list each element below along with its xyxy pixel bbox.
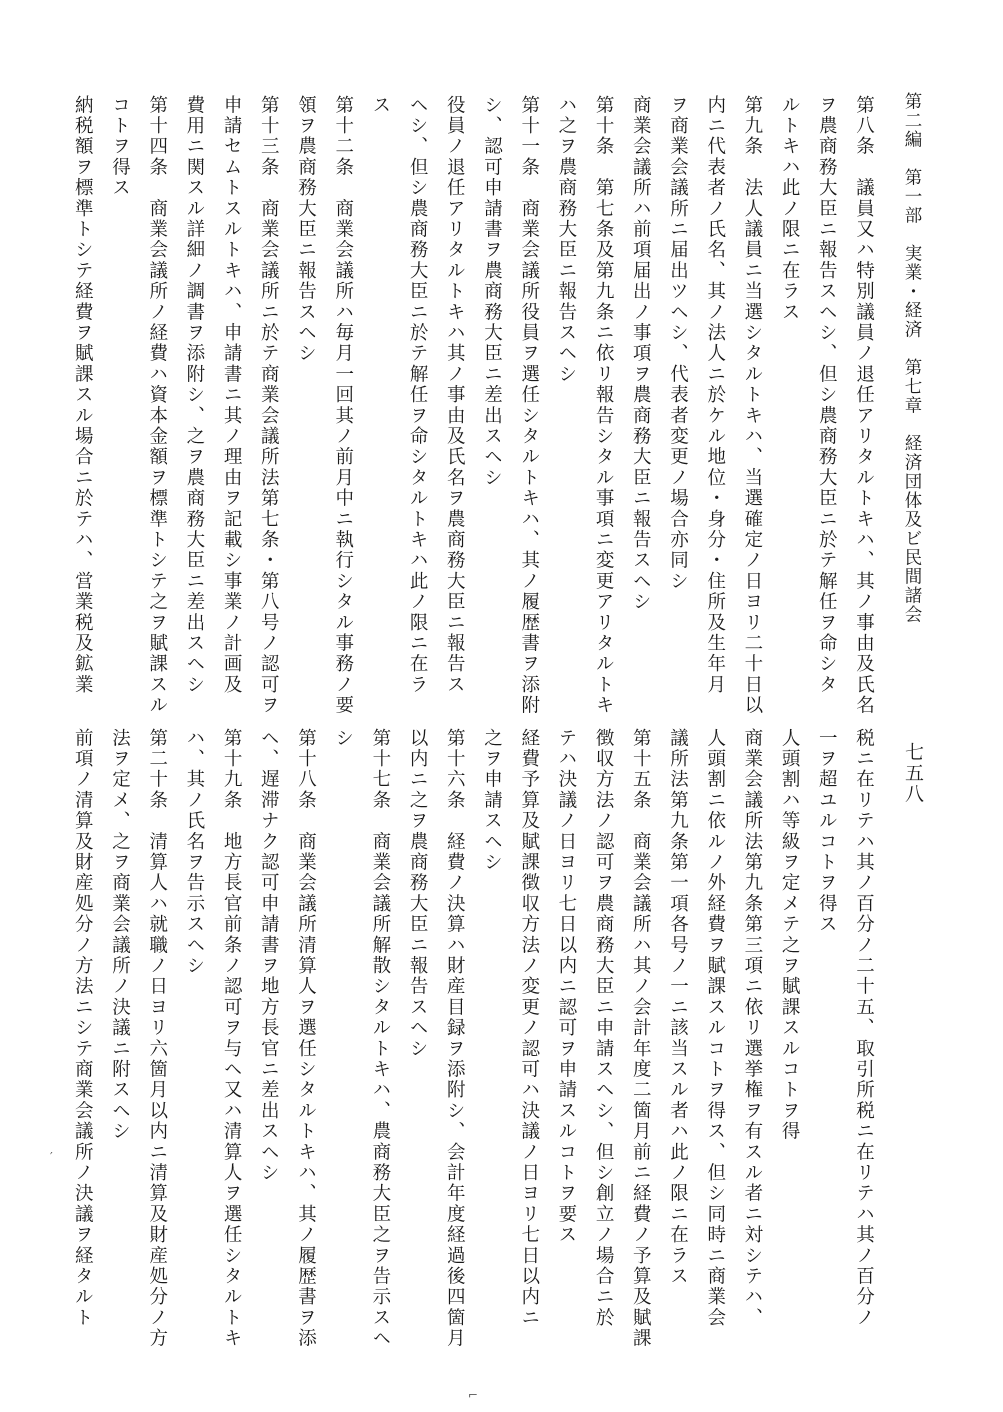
text-column: シ — [332, 728, 354, 749]
text-column: 経費予算及賦課徴収方法ノ変更ノ認可ハ決議ノ日ヨリ七日以内ニ — [518, 728, 540, 1329]
text-column: 商業会議所ハ前項届出ノ事項ヲ農商務大臣ニ報告スヘシ — [630, 95, 652, 613]
text-column: ハ、其ノ氏名ヲ告示スヘシ — [183, 728, 205, 977]
text-column: 前項ノ清算及財産処分ノ方法ニシテ商業会議所ノ決議ヲ経タルト — [72, 728, 94, 1329]
text-column: 内ニ代表者ノ氏名、其ノ法人ニ於ケル地位・身分・住所及生年月 — [704, 95, 726, 696]
text-column: ルトキハ此ノ限ニ在ラス — [779, 95, 801, 323]
text-column: 納税額ヲ標準トシテ経費ヲ賦課スル場合ニ於テハ、営業税及鉱業 — [72, 95, 94, 696]
text-column: シ、認可申請書ヲ農商務大臣ニ差出スヘシ — [481, 95, 503, 489]
text-column: 人頭割ハ等級ヲ定メテ之ヲ賦課スルコトヲ得 — [779, 728, 801, 1142]
text-column: 第十七条 商業会議所解散シタルトキハ、農商務大臣之ヲ告示スヘ — [369, 728, 391, 1349]
text-column: 第八条 議員又ハ特別議員ノ退任アリタルトキハ、其ノ事由及氏名 — [853, 95, 875, 716]
text-column: 商業会議所法第九条第三項ニ依リ選挙権ヲ有スル者ニ対シテハ、 — [741, 728, 763, 1329]
text-column: 一ヲ超ユルコトヲ得ス — [816, 728, 838, 935]
text-column: 第二十条 清算人ハ就職ノ日ヨリ六箇月以内ニ清算及財産処分ノ方 — [146, 728, 168, 1349]
text-column: 第十四条 商業会議所ノ経費ハ資本金額ヲ標準トシテ之ヲ賦課スル — [146, 95, 168, 716]
text-column: ヲ商業会議所ニ届出ツヘシ、代表者変更ノ場合亦同シ — [667, 95, 689, 592]
text-column: 第十一条 商業会議所役員ヲ選任シタルトキハ、其ノ履歴書ヲ添附 — [518, 95, 540, 716]
text-column: 申請セムトスルトキハ、申請書ニ其ノ理由ヲ記載シ事業ノ計画及 — [221, 95, 243, 696]
text-column: 人頭割ニ依ルノ外経費ヲ賦課スルコトヲ得ス、但シ同時ニ商業会 — [704, 728, 726, 1329]
text-column: 第十九条 地方長官前条ノ認可ヲ与ヘ又ハ清算人ヲ選任シタルトキ — [221, 728, 243, 1349]
text-column: 法ヲ定メ、之ヲ商業会議所ノ決議ニ附スヘシ — [109, 728, 131, 1142]
running-header: 第二編 第一部 実業・経済 第七章 経済団体及ビ民間諸会 — [902, 92, 922, 624]
text-column: ヘシ、但シ農商務大臣ニ於テ解任ヲ命シタルトキハ此ノ限ニ在ラ — [407, 95, 429, 696]
text-column: 以内ニ之ヲ農商務大臣ニ報告スヘシ — [407, 728, 429, 1060]
text-column: 第十条 第七条及第九条ニ依リ報告シタル事項ニ変更アリタルトキ — [593, 95, 615, 716]
text-column: 第九条 法人議員ニ当選シタルトキハ、当選確定ノ日ヨリ二十日以 — [741, 95, 763, 716]
text-column: コトヲ得ス — [109, 95, 131, 199]
text-column: 第十三条 商業会議所ニ於テ商業会議所法第七条・第八号ノ認可ヲ — [258, 95, 280, 716]
print-speck: ′ — [50, 1150, 53, 1164]
text-column: テハ決議ノ日ヨリ七日以内ニ認可ヲ申請スルコトヲ要ス — [555, 728, 577, 1246]
text-column: 役員ノ退任アリタルトキハ其ノ事由及氏名ヲ農商務大臣ニ報告ス — [444, 95, 466, 696]
text-column: ス — [369, 95, 391, 116]
text-column: 第十五条 商業会議所ハ其ノ会計年度二箇月前ニ経費ノ予算及賦課 — [630, 728, 652, 1349]
text-column: 第十八条 商業会議所清算人ヲ選任シタルトキハ、其ノ履歴書ヲ添 — [295, 728, 317, 1349]
text-column: 税ニ在リテハ其ノ百分ノ二十五、取引所税ニ在リテハ其ノ百分ノ — [853, 728, 875, 1329]
page-number: 七五八 — [902, 742, 924, 805]
text-column: 議所法第九条第一項各号ノ一ニ該当スル者ハ此ノ限ニ在ラス — [667, 728, 689, 1287]
print-speck: ⌐ — [468, 1388, 479, 1402]
text-column: ヲ農商務大臣ニ報告スヘシ、但シ農商務大臣ニ於テ解任ヲ命シタ — [816, 95, 838, 696]
text-column: 第十二条 商業会議所ハ毎月一回其ノ前月中ニ執行シタル事務ノ要 — [332, 95, 354, 716]
text-column: 之ヲ申請スヘシ — [481, 728, 503, 873]
text-column: 第十六条 経費ノ決算ハ財産目録ヲ添附シ、会計年度経過後四箇月 — [444, 728, 466, 1349]
text-column: 領ヲ農商務大臣ニ報告スヘシ — [295, 95, 317, 365]
text-column: 徴収方法ノ認可ヲ農商務大臣ニ申請スヘシ、但シ創立ノ場合ニ於 — [593, 728, 615, 1329]
text-column: 費用ニ関スル詳細ノ調書ヲ添附シ、之ヲ農商務大臣ニ差出スヘシ — [183, 95, 205, 696]
text-column: ヘ、遅滞ナク認可申請書ヲ地方長官ニ差出スヘシ — [258, 728, 280, 1184]
text-column: ハ之ヲ農商務大臣ニ報告スヘシ — [555, 95, 577, 385]
